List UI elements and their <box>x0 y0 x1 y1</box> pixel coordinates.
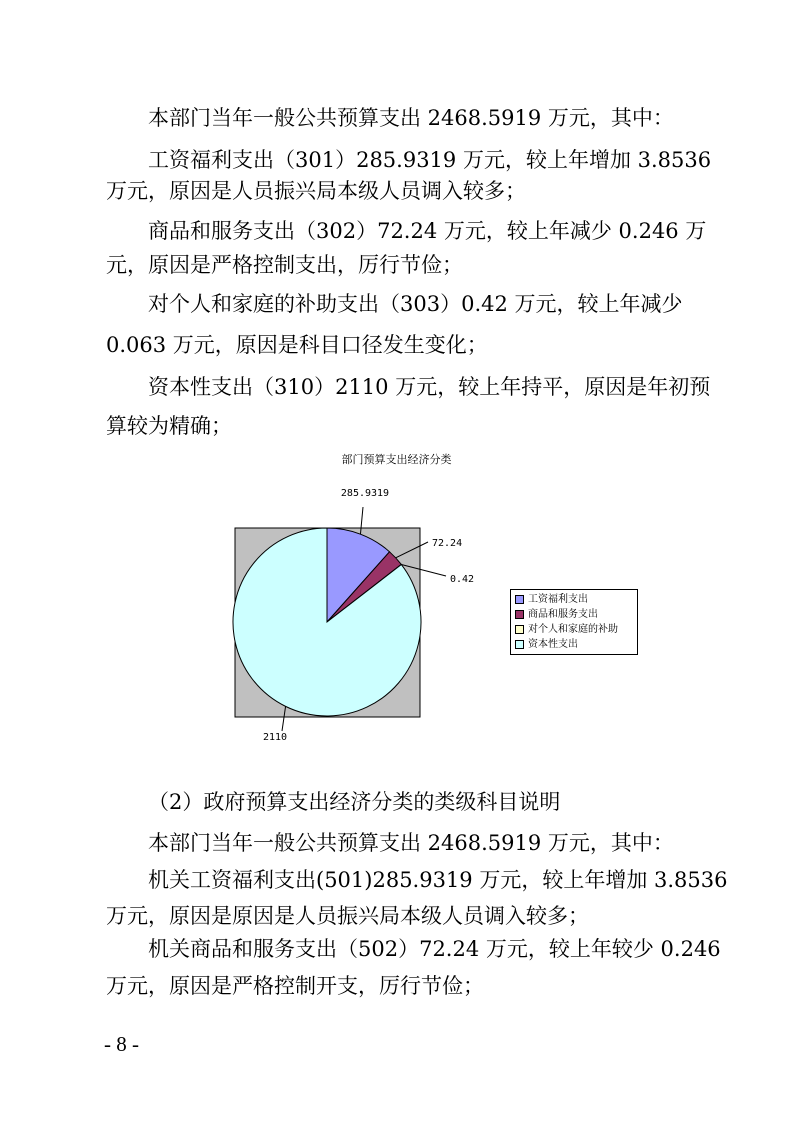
paragraph-line: 对个人和家庭的补助支出（303）0.42 万元，较上年减少 <box>148 292 683 316</box>
page-number: - 8 - <box>104 1032 139 1056</box>
paragraph-line: 工资福利支出（301）285.9319 万元，较上年增加 3.8536 <box>148 148 712 172</box>
paragraph-line: 资本性支出（310）2110 万元，较上年持平，原因是年初预 <box>148 375 711 399</box>
paragraph-line: 算较为精确； <box>106 414 232 438</box>
data-label: 72.24 <box>432 538 463 549</box>
paragraph-line: 商品和服务支出（302）72.24 万元，较上年减少 0.246 万 <box>148 219 707 243</box>
legend-swatch <box>515 595 524 604</box>
legend-label: 工资福利支出 <box>528 594 588 605</box>
legend-item <box>515 592 633 607</box>
paragraph-line: 万元，原因是原因是人员振兴局本级人员调入较多； <box>106 904 589 928</box>
legend-label: 商品和服务支出 <box>528 609 598 620</box>
data-label: 285.9319 <box>340 488 390 499</box>
legend-label: 资本性支出 <box>528 639 578 650</box>
legend-swatch <box>515 610 524 619</box>
chart-legend <box>510 589 638 655</box>
chart-title: 部门预算支出经济分类 <box>341 453 452 466</box>
paragraph-line: 机关工资福利支出(501)285.9319 万元，较上年增加 3.8536 <box>148 868 728 892</box>
legend-swatch <box>515 625 524 634</box>
legend-swatch <box>515 640 524 649</box>
paragraph-line: 0.063 万元，原因是科目口径发生变化； <box>106 333 488 357</box>
section-heading: （2）政府预算支出经济分类的类级科目说明 <box>148 790 561 814</box>
paragraph-line: 万元，原因是严格控制开支，厉行节俭； <box>106 974 484 998</box>
legend-item <box>515 637 633 652</box>
legend-item <box>515 607 633 622</box>
paragraph-line: 本部门当年一般公共预算支出 2468.5919 万元，其中： <box>148 831 674 855</box>
paragraph-line: 本部门当年一般公共预算支出 2468.5919 万元，其中： <box>148 106 674 130</box>
paragraph-line: 万元，原因是人员振兴局本级人员调入较多； <box>106 179 526 203</box>
legend-label: 对个人和家庭的补助 <box>528 624 618 635</box>
data-label: 0.42 <box>450 574 475 585</box>
paragraph-line: 机关商品和服务支出（502）72.24 万元，较上年较少 0.246 <box>148 937 721 961</box>
data-label: 2110 <box>262 732 288 743</box>
legend-item <box>515 622 633 637</box>
paragraph-line: 元，原因是严格控制支出，厉行节俭； <box>106 253 463 277</box>
